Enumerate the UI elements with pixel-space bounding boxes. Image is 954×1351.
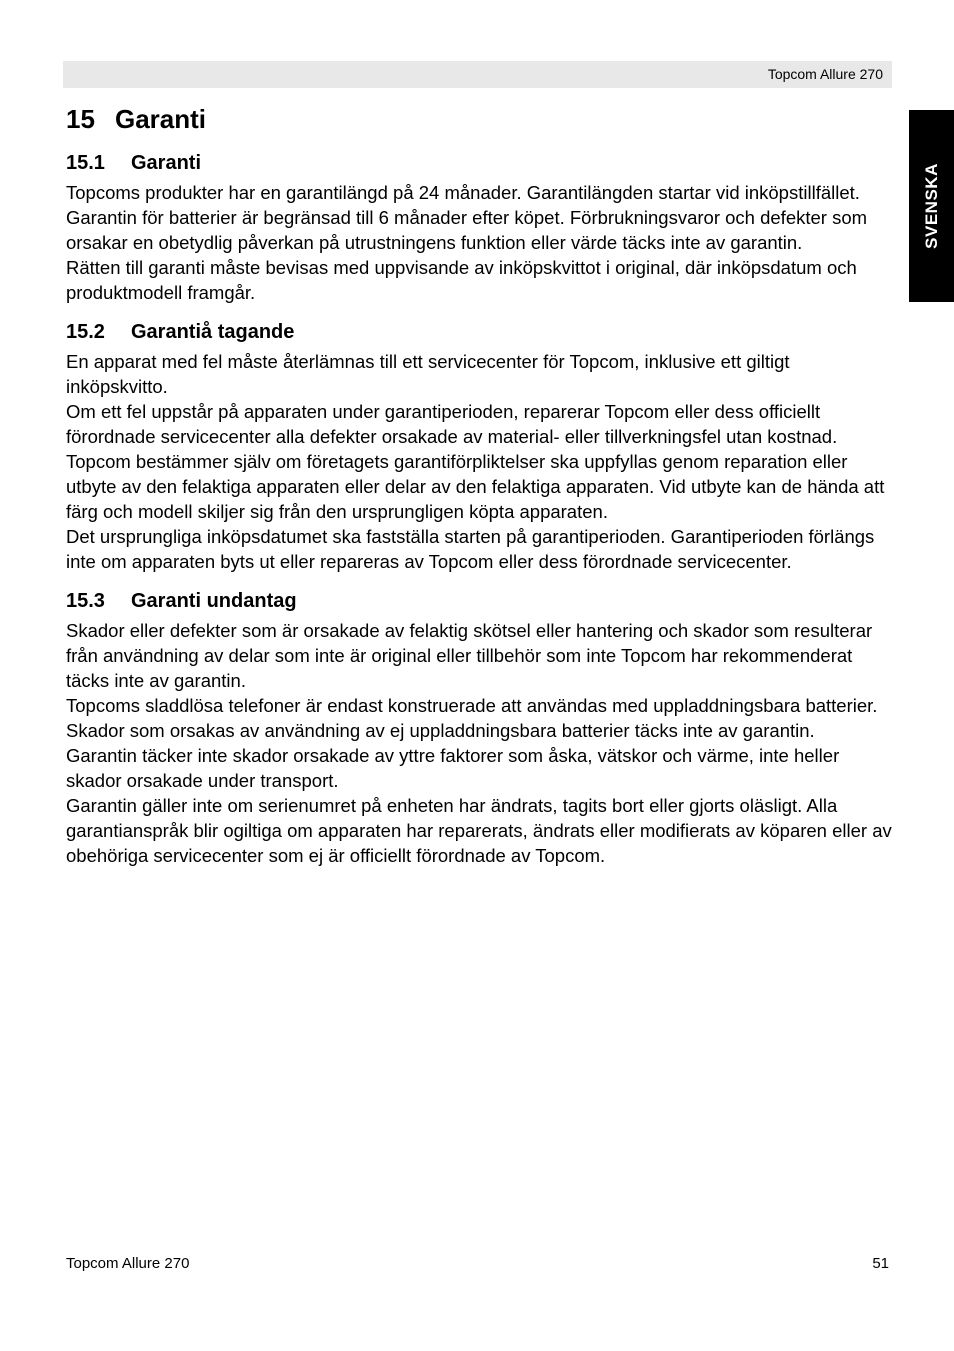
paragraph: En apparat med fel måste återlämnas till ett servicecenter för Topcom, inklusive ett giltigt inköpskvitto.	[66, 351, 790, 397]
chapter-title: Garanti	[115, 104, 207, 134]
paragraph: Rätten till garanti måste bevisas med uppvisande av inköpskvittot i original, där inköpsdatum och produktmodell framgår.	[66, 257, 857, 303]
section-15-3	[66, 588, 892, 868]
paragraph: Skador eller defekter som är orsakade av felaktig skötsel eller hantering och skador som resulterar från användning av delar som inte är original eller tillbehör som inte Topcom har rekommenderat täcks inte av garantin.	[66, 620, 873, 691]
section-title: Garantiå tagande	[131, 321, 295, 343]
chapter-number: 15	[66, 104, 95, 134]
section-title: Garanti	[131, 152, 202, 174]
footer-product-name: Topcom Allure 270	[66, 1255, 190, 1272]
section-15-1	[66, 150, 892, 305]
language-tab	[909, 110, 954, 302]
paragraph: Garantin gäller inte om serienumret på enheten har ändrats, tagits bort eller gjorts oläsligt. Alla garantianspråk blir ogiltiga om apparaten har reparerats, ändrats eller modifierats av köparen eller av obehöriga servicecenter som ej är officiellt förordnade av Topcom.	[66, 795, 892, 866]
paragraph: Topcoms produkter har en garantilängd på 24 månader. Garantilängden startar vid inköpstillfället. Garantin för batterier är begränsad till 6 månader efter köpet. Förbrukningsvaror och defekter som orsakar en obetydlig påverkan på utrustningens funktion eller värde täcks inte av garantin.	[66, 182, 868, 253]
page-content	[66, 102, 892, 882]
paragraph: Topcom bestämmer själv om företagets garantiförpliktelser ska uppfyllas genom reparation eller utbyte av den felaktiga apparaten eller delar av den felaktiga apparaten. Vid utbyte kan de hända att färg och modell skiljer sig från den ursprungligen köpta apparaten.	[66, 451, 885, 522]
page-number: 51	[872, 1255, 889, 1272]
section-heading	[66, 150, 892, 176]
section-number: 15.1	[66, 152, 105, 174]
section-number: 15.3	[66, 590, 105, 612]
paragraph: Om ett fel uppstår på apparaten under garantiperioden, reparerar Topcom eller dess officiellt förordnade servicecenter alla defekter orsakade av material- eller tillverkningsfel utan kostnad.	[66, 401, 838, 447]
running-header	[63, 61, 892, 88]
chapter-heading	[66, 102, 892, 136]
section-15-2	[66, 319, 892, 574]
language-tab-label: SVENSKA	[921, 163, 941, 249]
section-heading	[66, 319, 892, 345]
header-product-name: Topcom Allure 270	[767, 66, 883, 82]
section-title: Garanti undantag	[131, 590, 297, 612]
section-heading	[66, 588, 892, 614]
paragraph: Garantin täcker inte skador orsakade av yttre faktorer som åska, vätskor och värme, inte heller skador orsakade under transport.	[66, 745, 840, 791]
section-number: 15.2	[66, 321, 105, 343]
paragraph: Det ursprungliga inköpsdatumet ska fastställa starten på garantiperioden. Garantiperioden förlängs inte om apparaten byts ut eller repareras av Topcom eller dess förordnade servicecenter.	[66, 526, 875, 572]
paragraph: Topcoms sladdlösa telefoner är endast konstruerade att användas med uppladdningsbara batterier. Skador som orsakas av användning av ej uppladdningsbara batterier täcks inte av garantin.	[66, 695, 878, 741]
